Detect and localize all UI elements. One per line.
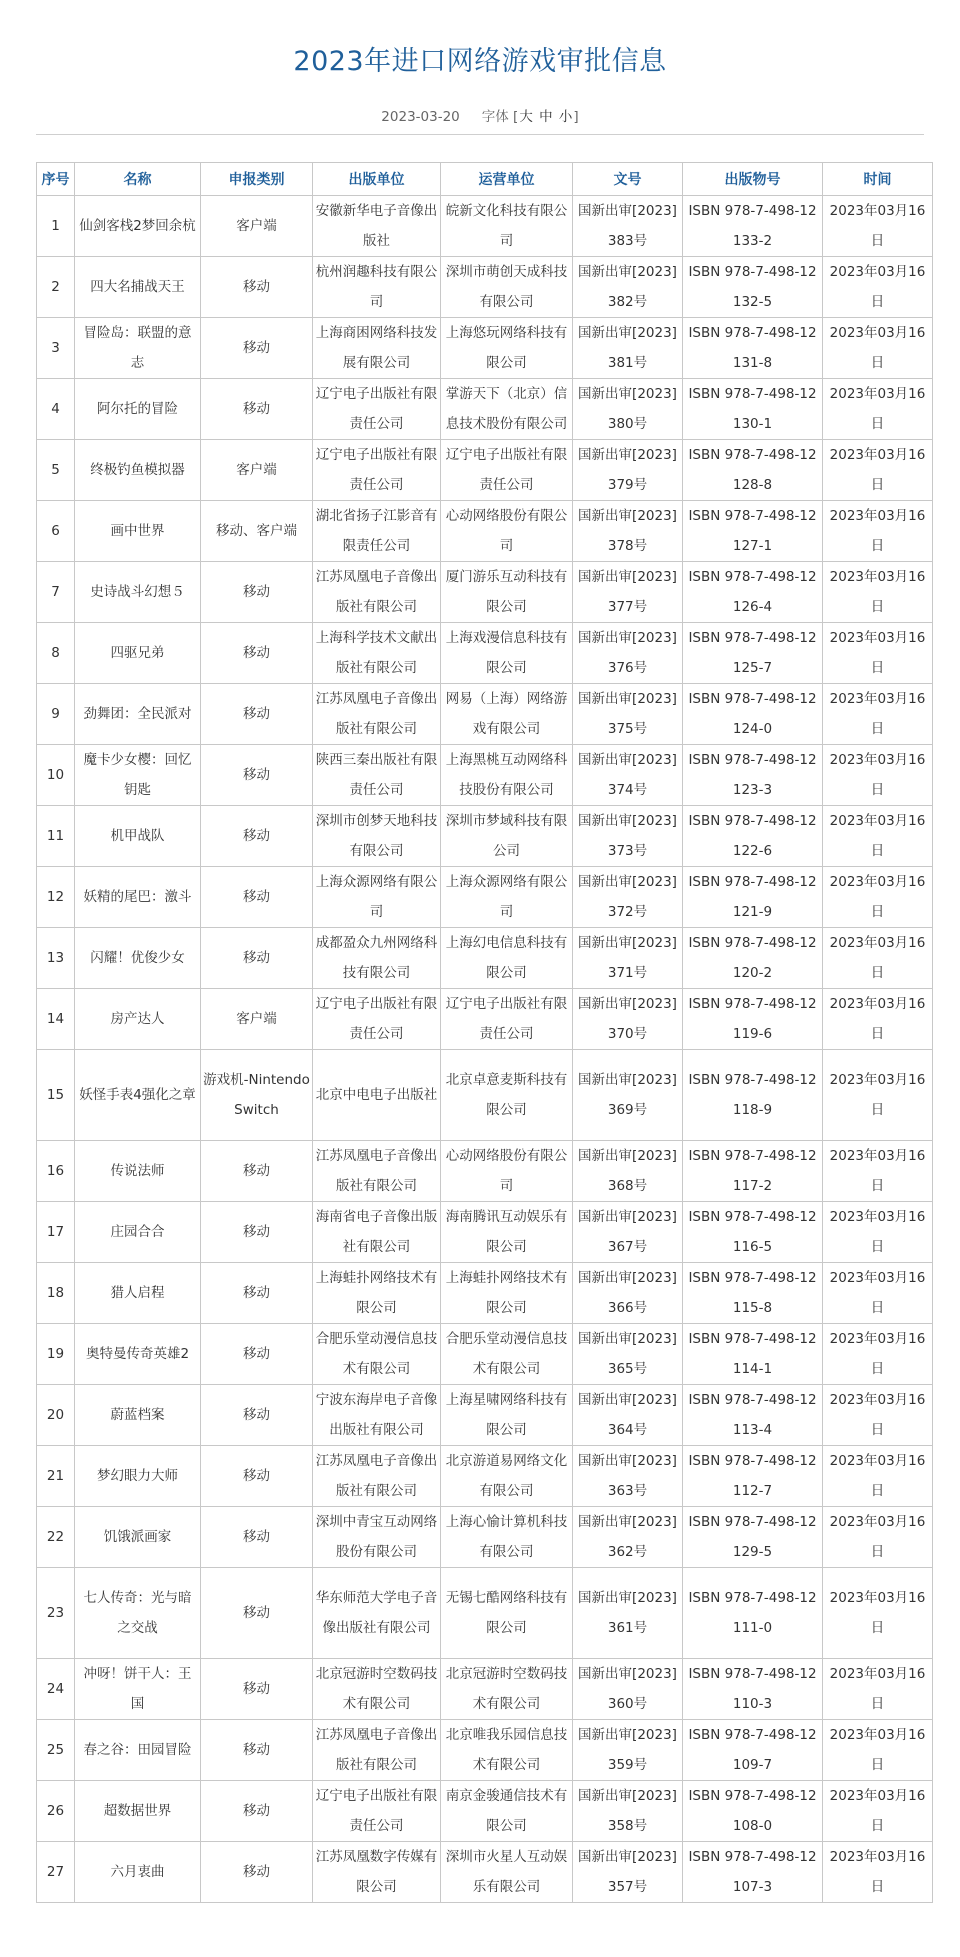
table-row [37,196,933,257]
cell-publisher: 湖北省扬子江影音有限责任公司 [313,501,441,562]
cell-category: 移动 [201,1324,313,1385]
cell-approval-number: 国新出审[2023]372号 [573,867,683,928]
table-row [37,1781,933,1842]
cell-operator: 深圳市萌创天成科技有限公司 [441,257,573,318]
table-row [37,1446,933,1507]
cell-date: 2023年03月16日 [823,501,933,562]
cell-approval-number: 国新出审[2023]361号 [573,1568,683,1659]
table-row [37,989,933,1050]
cell-approval-number: 国新出审[2023]367号 [573,1202,683,1263]
cell-operator: 上海心愉计算机科技有限公司 [441,1507,573,1568]
cell-date: 2023年03月16日 [823,1263,933,1324]
cell-game-name: 春之谷：田园冒险 [75,1720,201,1781]
cell-operator: 皖新文化科技有限公司 [441,196,573,257]
cell-index: 24 [37,1659,75,1720]
cell-publisher: 海南省电子音像出版社有限公司 [313,1202,441,1263]
cell-operator: 心动网络股份有限公司 [441,501,573,562]
cell-publisher: 北京中电电子出版社 [313,1050,441,1141]
cell-category: 客户端 [201,989,313,1050]
table-row [37,745,933,806]
cell-approval-number: 国新出审[2023]376号 [573,623,683,684]
cell-game-name: 史诗战斗幻想５ [75,562,201,623]
cell-publisher: 华东师范大学电子音像出版社有限公司 [313,1568,441,1659]
table-row [37,1842,933,1903]
approval-table [36,162,933,1903]
cell-approval-number: 国新出审[2023]365号 [573,1324,683,1385]
table-row [37,1050,933,1141]
cell-approval-number: 国新出审[2023]371号 [573,928,683,989]
cell-approval-number: 国新出审[2023]379号 [573,440,683,501]
cell-index: 21 [37,1446,75,1507]
cell-date: 2023年03月16日 [823,1720,933,1781]
cell-publisher: 江苏凤凰电子音像出版社有限公司 [313,684,441,745]
cell-approval-number: 国新出审[2023]362号 [573,1507,683,1568]
cell-approval-number: 国新出审[2023]368号 [573,1141,683,1202]
table-row [37,1141,933,1202]
cell-isbn: ISBN 978-7-498-12120-2 [683,928,823,989]
cell-category: 移动 [201,379,313,440]
cell-game-name: 机甲战队 [75,806,201,867]
cell-operator: 合肥乐堂动漫信息技术有限公司 [441,1324,573,1385]
header-approval-number: 文号 [573,163,683,196]
cell-approval-number: 国新出审[2023]357号 [573,1842,683,1903]
cell-date: 2023年03月16日 [823,196,933,257]
cell-publisher: 安徽新华电子音像出版社 [313,196,441,257]
cell-index: 16 [37,1141,75,1202]
cell-approval-number: 国新出审[2023]363号 [573,1446,683,1507]
cell-operator: 海南腾讯互动娱乐有限公司 [441,1202,573,1263]
cell-game-name: 六月衷曲 [75,1842,201,1903]
cell-publisher: 辽宁电子出版社有限责任公司 [313,379,441,440]
cell-index: 25 [37,1720,75,1781]
table-row [37,806,933,867]
cell-isbn: ISBN 978-7-498-12133-2 [683,196,823,257]
cell-game-name: 传说法师 [75,1141,201,1202]
cell-game-name: 房产达人 [75,989,201,1050]
cell-publisher: 合肥乐堂动漫信息技术有限公司 [313,1324,441,1385]
header-date: 时间 [823,163,933,196]
cell-category: 移动 [201,1202,313,1263]
cell-operator: 北京卓意麦斯科技有限公司 [441,1050,573,1141]
cell-category: 移动 [201,928,313,989]
header-operator: 运营单位 [441,163,573,196]
cell-operator: 南京金骏通信技术有限公司 [441,1781,573,1842]
cell-isbn: ISBN 978-7-498-12107-3 [683,1842,823,1903]
cell-index: 19 [37,1324,75,1385]
cell-isbn: ISBN 978-7-498-12132-5 [683,257,823,318]
table-row [37,501,933,562]
cell-operator: 上海幻电信息科技有限公司 [441,928,573,989]
cell-date: 2023年03月16日 [823,623,933,684]
publish-date: 2023-03-20 [381,109,460,125]
cell-index: 10 [37,745,75,806]
cell-category: 移动 [201,1141,313,1202]
font-size-small[interactable]: 小 [558,109,573,125]
table-header-row [37,163,933,196]
cell-game-name: 超数据世界 [75,1781,201,1842]
cell-approval-number: 国新出审[2023]360号 [573,1659,683,1720]
cell-isbn: ISBN 978-7-498-12109-7 [683,1720,823,1781]
cell-isbn: ISBN 978-7-498-12123-3 [683,745,823,806]
cell-isbn: ISBN 978-7-498-12114-1 [683,1324,823,1385]
cell-category: 游戏机-Nintendo Switch [201,1050,313,1141]
cell-isbn: ISBN 978-7-498-12112-7 [683,1446,823,1507]
cell-isbn: ISBN 978-7-498-12117-2 [683,1141,823,1202]
cell-publisher: 上海商困网络科技发展有限公司 [313,318,441,379]
cell-date: 2023年03月16日 [823,1842,933,1903]
cell-category: 移动 [201,1842,313,1903]
cell-approval-number: 国新出审[2023]369号 [573,1050,683,1141]
cell-isbn: ISBN 978-7-498-12121-9 [683,867,823,928]
cell-date: 2023年03月16日 [823,1568,933,1659]
table-row [37,623,933,684]
cell-date: 2023年03月16日 [823,257,933,318]
cell-index: 13 [37,928,75,989]
cell-operator: 厦门游乐互动科技有限公司 [441,562,573,623]
cell-publisher: 江苏凤凰电子音像出版社有限公司 [313,1720,441,1781]
cell-isbn: ISBN 978-7-498-12130-1 [683,379,823,440]
cell-publisher: 深圳中青宝互动网络股份有限公司 [313,1507,441,1568]
cell-approval-number: 国新出审[2023]358号 [573,1781,683,1842]
cell-isbn: ISBN 978-7-498-12124-0 [683,684,823,745]
cell-category: 移动 [201,257,313,318]
cell-game-name: 奥特曼传奇英雄2 [75,1324,201,1385]
cell-index: 18 [37,1263,75,1324]
cell-publisher: 上海蛙扑网络技术有限公司 [313,1263,441,1324]
font-size-medium[interactable]: 中 [539,109,553,125]
cell-date: 2023年03月16日 [823,1385,933,1446]
cell-operator: 上海众源网络有限公司 [441,867,573,928]
table-row [37,1568,933,1659]
cell-isbn: ISBN 978-7-498-12108-0 [683,1781,823,1842]
cell-publisher: 江苏凤凰电子音像出版社有限公司 [313,562,441,623]
table-row [37,318,933,379]
cell-game-name: 四驱兄弟 [75,623,201,684]
cell-index: 4 [37,379,75,440]
cell-approval-number: 国新出审[2023]364号 [573,1385,683,1446]
cell-date: 2023年03月16日 [823,1446,933,1507]
cell-index: 2 [37,257,75,318]
cell-index: 8 [37,623,75,684]
cell-game-name: 画中世界 [75,501,201,562]
cell-date: 2023年03月16日 [823,1324,933,1385]
cell-operator: 深圳市梦域科技有限公司 [441,806,573,867]
header-index: 序号 [37,163,75,196]
cell-operator: 上海戏漫信息科技有限公司 [441,623,573,684]
cell-game-name: 七人传奇：光与暗之交战 [75,1568,201,1659]
cell-category: 移动 [201,1507,313,1568]
table-row [37,440,933,501]
cell-category: 移动、客户端 [201,501,313,562]
header-name: 名称 [75,163,201,196]
cell-operator: 无锡七酷网络科技有限公司 [441,1568,573,1659]
cell-date: 2023年03月16日 [823,318,933,379]
cell-index: 15 [37,1050,75,1141]
cell-category: 移动 [201,562,313,623]
cell-category: 移动 [201,623,313,684]
cell-publisher: 辽宁电子出版社有限责任公司 [313,989,441,1050]
cell-approval-number: 国新出审[2023]380号 [573,379,683,440]
table-body [37,196,933,1903]
table-row [37,257,933,318]
cell-game-name: 饥饿派画家 [75,1507,201,1568]
cell-publisher: 辽宁电子出版社有限责任公司 [313,1781,441,1842]
cell-date: 2023年03月16日 [823,562,933,623]
cell-operator: 北京唯我乐园信息技术有限公司 [441,1720,573,1781]
cell-date: 2023年03月16日 [823,440,933,501]
cell-index: 12 [37,867,75,928]
cell-date: 2023年03月16日 [823,1141,933,1202]
cell-operator: 辽宁电子出版社有限责任公司 [441,989,573,1050]
header-publisher: 出版单位 [313,163,441,196]
cell-category: 移动 [201,1659,313,1720]
cell-category: 客户端 [201,196,313,257]
cell-category: 移动 [201,806,313,867]
cell-isbn: ISBN 978-7-498-12126-4 [683,562,823,623]
cell-category: 移动 [201,1720,313,1781]
cell-isbn: ISBN 978-7-498-12125-7 [683,623,823,684]
table-row [37,1324,933,1385]
cell-category: 移动 [201,1385,313,1446]
cell-approval-number: 国新出审[2023]378号 [573,501,683,562]
cell-operator: 上海黑桃互动网络科技股份有限公司 [441,745,573,806]
cell-publisher: 陕西三秦出版社有限责任公司 [313,745,441,806]
cell-index: 20 [37,1385,75,1446]
cell-date: 2023年03月16日 [823,745,933,806]
cell-category: 移动 [201,1781,313,1842]
table-row [37,867,933,928]
cell-date: 2023年03月16日 [823,684,933,745]
cell-operator: 北京游道易网络文化有限公司 [441,1446,573,1507]
cell-game-name: 仙剑客栈2梦回余杭 [75,196,201,257]
cell-date: 2023年03月16日 [823,1781,933,1842]
cell-date: 2023年03月16日 [823,1202,933,1263]
cell-date: 2023年03月16日 [823,928,933,989]
cell-approval-number: 国新出审[2023]381号 [573,318,683,379]
cell-index: 7 [37,562,75,623]
cell-operator: 上海星啸网络科技有限公司 [441,1385,573,1446]
cell-game-name: 劲舞团：全民派对 [75,684,201,745]
cell-index: 5 [37,440,75,501]
cell-index: 6 [37,501,75,562]
cell-category: 移动 [201,1568,313,1659]
cell-game-name: 冲呀！饼干人：王国 [75,1659,201,1720]
cell-game-name: 魔卡少女樱：回忆钥匙 [75,745,201,806]
cell-publisher: 辽宁电子出版社有限责任公司 [313,440,441,501]
cell-isbn: ISBN 978-7-498-12128-8 [683,440,823,501]
cell-publisher: 江苏凤凰电子音像出版社有限公司 [313,1446,441,1507]
cell-category: 客户端 [201,440,313,501]
cell-index: 26 [37,1781,75,1842]
header-category: 申报类别 [201,163,313,196]
cell-isbn: ISBN 978-7-498-12118-9 [683,1050,823,1141]
cell-approval-number: 国新出审[2023]377号 [573,562,683,623]
cell-approval-number: 国新出审[2023]383号 [573,196,683,257]
cell-isbn: ISBN 978-7-498-12131-8 [683,318,823,379]
cell-operator: 深圳市火星人互动娱乐有限公司 [441,1842,573,1903]
table-row [37,1202,933,1263]
cell-game-name: 蔚蓝档案 [75,1385,201,1446]
cell-isbn: ISBN 978-7-498-12129-5 [683,1507,823,1568]
cell-approval-number: 国新出审[2023]373号 [573,806,683,867]
table-row [37,562,933,623]
table-row [37,1720,933,1781]
cell-game-name: 四大名捕战天王 [75,257,201,318]
cell-isbn: ISBN 978-7-498-12119-6 [683,989,823,1050]
cell-index: 1 [37,196,75,257]
table-row [37,379,933,440]
cell-index: 3 [37,318,75,379]
cell-date: 2023年03月16日 [823,379,933,440]
cell-index: 11 [37,806,75,867]
cell-publisher: 江苏凤凰电子音像出版社有限公司 [313,1141,441,1202]
header-isbn: 出版物号 [683,163,823,196]
cell-isbn: ISBN 978-7-498-12111-0 [683,1568,823,1659]
cell-approval-number: 国新出审[2023]366号 [573,1263,683,1324]
cell-game-name: 冒险岛：联盟的意志 [75,318,201,379]
cell-game-name: 妖精的尾巴：激斗 [75,867,201,928]
cell-isbn: ISBN 978-7-498-12122-6 [683,806,823,867]
table-row [37,1659,933,1720]
table-row [37,684,933,745]
cell-publisher: 宁波东海岸电子音像出版社有限公司 [313,1385,441,1446]
page-title: 2023年进口网络游戏审批信息 [293,46,667,77]
cell-publisher: 成都盈众九州网络科技有限公司 [313,928,441,989]
cell-isbn: ISBN 978-7-498-12115-8 [683,1263,823,1324]
cell-index: 14 [37,989,75,1050]
cell-isbn: ISBN 978-7-498-12113-4 [683,1385,823,1446]
cell-operator: 上海蛙扑网络技术有限公司 [441,1263,573,1324]
cell-game-name: 梦幻眼力大师 [75,1446,201,1507]
cell-category: 移动 [201,867,313,928]
cell-approval-number: 国新出审[2023]370号 [573,989,683,1050]
cell-category: 移动 [201,684,313,745]
cell-game-name: 终极钓鱼模拟器 [75,440,201,501]
cell-game-name: 阿尔托的冒险 [75,379,201,440]
cell-game-name: 庄园合合 [75,1202,201,1263]
cell-operator: 网易（上海）网络游戏有限公司 [441,684,573,745]
cell-game-name: 猎人启程 [75,1263,201,1324]
cell-index: 27 [37,1842,75,1903]
cell-game-name: 妖怪手表4强化之章 [75,1050,201,1141]
cell-operator: 上海悠玩网络科技有限公司 [441,318,573,379]
cell-operator: 辽宁电子出版社有限责任公司 [441,440,573,501]
cell-isbn: ISBN 978-7-498-12127-1 [683,501,823,562]
cell-operator: 心动网络股份有限公司 [441,1141,573,1202]
cell-date: 2023年03月16日 [823,1507,933,1568]
cell-publisher: 江苏凤凰数字传媒有限公司 [313,1842,441,1903]
table-row [37,1507,933,1568]
table-row [37,928,933,989]
cell-approval-number: 国新出审[2023]374号 [573,745,683,806]
cell-category: 移动 [201,1446,313,1507]
cell-operator: 掌游天下（北京）信息技术股份有限公司 [441,379,573,440]
cell-approval-number: 国新出审[2023]382号 [573,257,683,318]
cell-publisher: 杭州润趣科技有限公司 [313,257,441,318]
cell-approval-number: 国新出审[2023]359号 [573,1720,683,1781]
header-divider [36,134,924,135]
article-meta: 2023-03-20 字体 [大 中 小] [381,109,579,125]
cell-index: 23 [37,1568,75,1659]
cell-index: 22 [37,1507,75,1568]
cell-isbn: ISBN 978-7-498-12110-3 [683,1659,823,1720]
cell-approval-number: 国新出审[2023]375号 [573,684,683,745]
font-size-label: 字体 [481,109,509,125]
cell-index: 9 [37,684,75,745]
cell-index: 17 [37,1202,75,1263]
cell-date: 2023年03月16日 [823,806,933,867]
cell-operator: 北京冠游时空数码技术有限公司 [441,1659,573,1720]
cell-category: 移动 [201,1263,313,1324]
cell-publisher: 北京冠游时空数码技术有限公司 [313,1659,441,1720]
table-row [37,1263,933,1324]
cell-date: 2023年03月16日 [823,1050,933,1141]
cell-isbn: ISBN 978-7-498-12116-5 [683,1202,823,1263]
font-size-large[interactable]: 大 [519,109,533,125]
cell-date: 2023年03月16日 [823,867,933,928]
cell-publisher: 深圳市创梦天地科技有限公司 [313,806,441,867]
cell-category: 移动 [201,745,313,806]
cell-publisher: 上海众源网络有限公司 [313,867,441,928]
cell-publisher: 上海科学技术文献出版社有限公司 [313,623,441,684]
cell-date: 2023年03月16日 [823,989,933,1050]
cell-date: 2023年03月16日 [823,1659,933,1720]
table-row [37,1385,933,1446]
cell-game-name: 闪耀！优俊少女 [75,928,201,989]
cell-category: 移动 [201,318,313,379]
